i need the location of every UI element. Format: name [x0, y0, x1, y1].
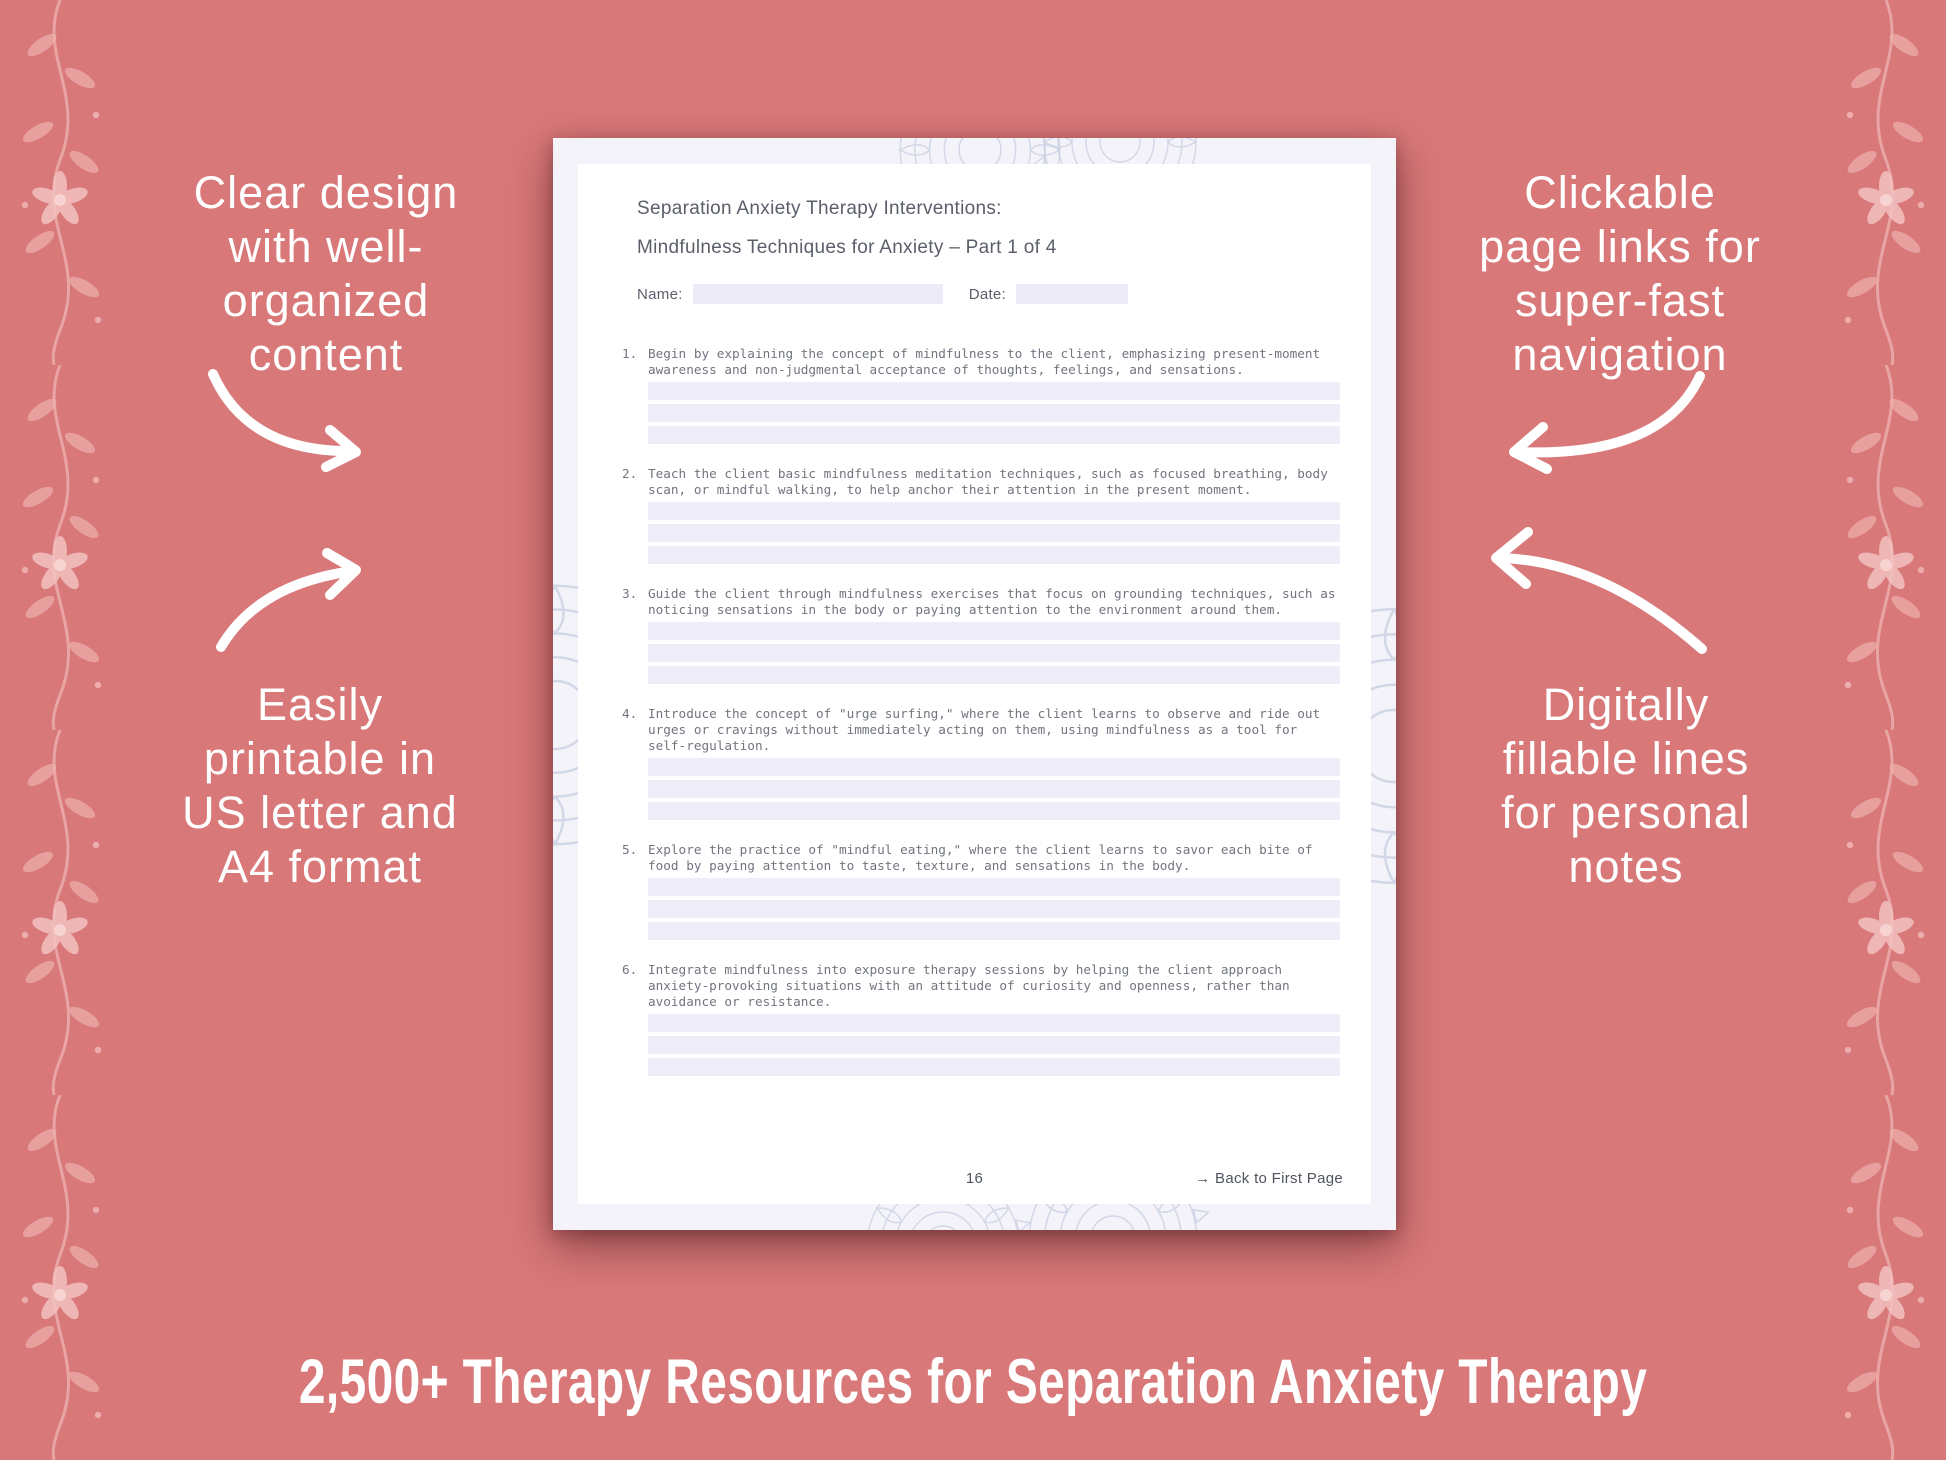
worksheet-title-line1: Separation Anxiety Therapy Interventions: [637, 198, 1002, 219]
fill-lines [648, 622, 1340, 684]
fillable-line[interactable] [648, 900, 1340, 918]
item-text: Integrate mindfulness into exposure therapy sessions by helping the client approach anxiety-provoking situations with an attitude of curiosity and openness, rather than avoidance or resistance. [648, 962, 1290, 1009]
note-line: page links for [1479, 221, 1761, 272]
worksheet-item [622, 962, 1362, 1080]
name-date-row [637, 284, 1128, 304]
item-text: Begin by explaining the concept of mindfulness to the client, emphasizing present-moment awareness and non-judgmental acceptance of thoughts, feelings, and sensations. [648, 346, 1321, 377]
fillable-line[interactable] [648, 502, 1340, 520]
fill-lines [648, 502, 1340, 564]
item-text: Teach the client basic mindfulness meditation techniques, such as focused breathing, body scan, or mindful walking, to help anchor their attention in the present moment. [648, 466, 1328, 497]
item-number: 5. [622, 842, 638, 857]
worksheet-title-line2: Mindfulness Techniques for Anxiety – Part 1 of 4 [637, 237, 1057, 258]
fillable-line[interactable] [648, 1014, 1340, 1032]
note-line: content [248, 329, 404, 380]
item-text: Explore the practice of "mindful eating," where the client learns to savor each bite of food by paying attention to taste, texture, and sensations in the body. [648, 842, 1313, 873]
name-label: Name: [637, 285, 683, 303]
fill-lines [648, 382, 1340, 444]
fillable-line[interactable] [648, 666, 1340, 684]
note-line: for personal [1501, 787, 1751, 838]
item-body [648, 466, 1340, 568]
note-line: notes [1568, 841, 1684, 892]
item-body [648, 706, 1340, 824]
back-to-first-page-link[interactable]: → Back to First Page [1195, 1170, 1343, 1187]
note-line: organized [222, 275, 430, 326]
item-body [648, 346, 1340, 448]
benefit-note-clear-design [96, 166, 556, 382]
worksheet-item [622, 842, 1362, 944]
note-line: printable in [203, 733, 437, 784]
fillable-line[interactable] [648, 644, 1340, 662]
worksheet-item [622, 346, 1362, 448]
headline-row [0, 1346, 1946, 1418]
note-line: US letter and [182, 787, 458, 838]
item-number: 1. [622, 346, 638, 361]
item-number: 3. [622, 586, 638, 601]
fillable-line[interactable] [648, 780, 1340, 798]
worksheet-panel [578, 164, 1371, 1204]
fillable-line[interactable] [648, 426, 1340, 444]
fillable-line[interactable] [648, 622, 1340, 640]
item-body [648, 962, 1340, 1080]
fillable-line[interactable] [648, 758, 1340, 776]
note-line: Easily [256, 679, 384, 730]
worksheet-item [622, 466, 1362, 568]
fill-lines [648, 1014, 1340, 1076]
note-line: Clickable [1524, 167, 1716, 218]
note-line: Clear design [193, 167, 459, 218]
note-line: fillable lines [1502, 733, 1750, 784]
date-label: Date: [968, 285, 1007, 303]
worksheet-page [553, 138, 1396, 1230]
fill-lines [648, 758, 1340, 820]
fillable-line[interactable] [648, 404, 1340, 422]
fill-lines [648, 878, 1340, 940]
fillable-line[interactable] [648, 546, 1340, 564]
page-number: 16 [965, 1170, 984, 1187]
item-number: 2. [622, 466, 638, 481]
worksheet-item [622, 706, 1362, 824]
benefit-note-fillable-lines [1396, 678, 1856, 894]
worksheet-title [637, 198, 1057, 276]
fillable-line[interactable] [648, 382, 1340, 400]
fillable-line[interactable] [648, 524, 1340, 542]
item-body [648, 842, 1340, 944]
date-input[interactable] [1016, 284, 1128, 304]
worksheet-footer [578, 1170, 1371, 1192]
worksheet-item [622, 586, 1362, 688]
item-text: Guide the client through mindfulness exercises that focus on grounding techniques, such as noticing sensations in the body or paying attention to the environment around them. [648, 586, 1336, 617]
fillable-line[interactable] [648, 922, 1340, 940]
benefit-note-clickable-links [1390, 166, 1850, 382]
name-input[interactable] [693, 284, 943, 304]
item-number: 4. [622, 706, 638, 721]
fillable-line[interactable] [648, 802, 1340, 820]
note-line: A4 format [217, 841, 423, 892]
note-line: super-fast [1514, 275, 1726, 326]
worksheet-items [622, 346, 1362, 1098]
note-line: navigation [1512, 329, 1728, 380]
item-text: Introduce the concept of "urge surfing," where the client learns to observe and ride out urges or cravings without immediately acting on them, using mindfulness as a tool for self-regulation. [648, 706, 1321, 753]
note-line: with well- [228, 221, 424, 272]
fillable-line[interactable] [648, 1036, 1340, 1054]
headline: 2,500+ Therapy Resources for Separation Anxiety Therapy [298, 1347, 1648, 1417]
item-number: 6. [622, 962, 638, 977]
fillable-line[interactable] [648, 878, 1340, 896]
note-line: Digitally [1542, 679, 1710, 730]
benefit-note-printable [90, 678, 550, 894]
fillable-line[interactable] [648, 1058, 1340, 1076]
item-body [648, 586, 1340, 688]
